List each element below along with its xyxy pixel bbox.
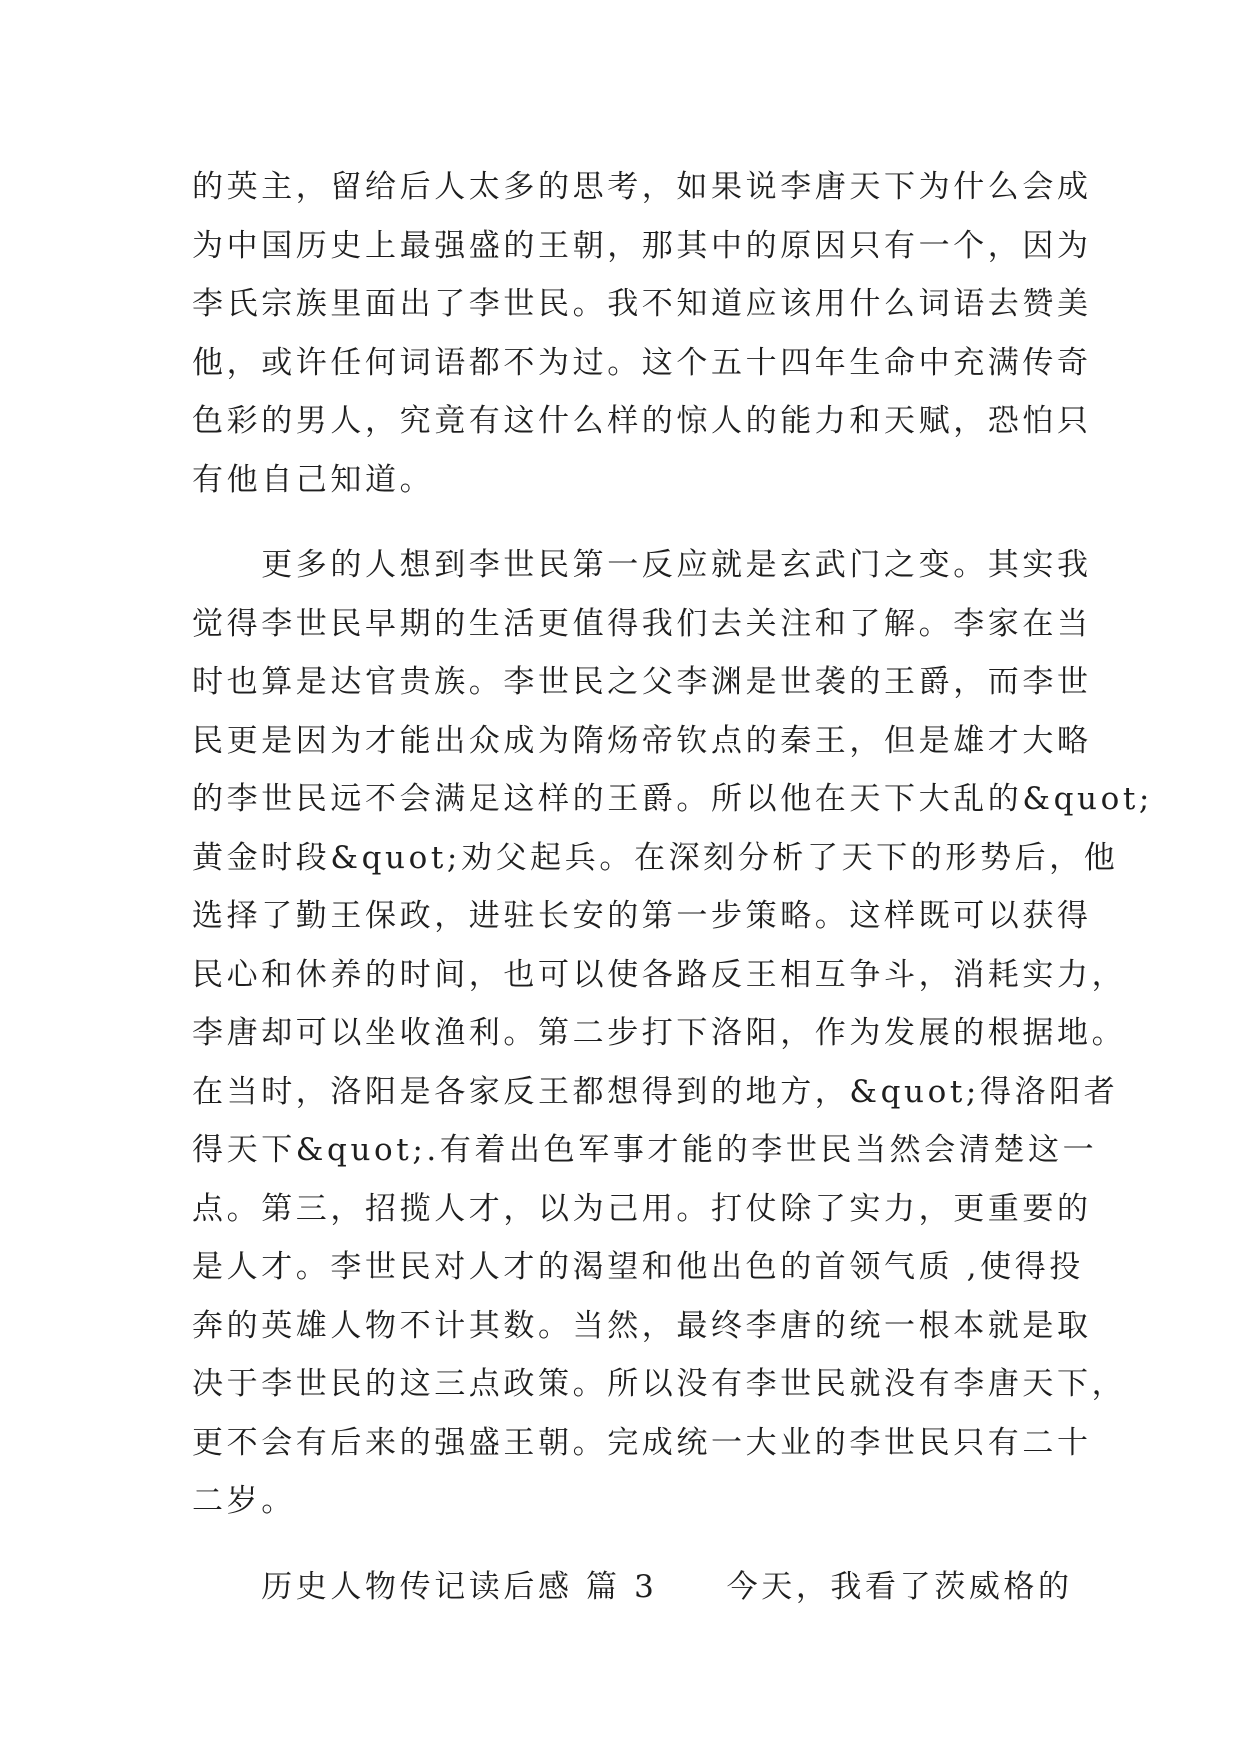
paragraph-spacer (192, 509, 1072, 536)
text-line: 李氏宗族里面出了李世民。我不知道应该用什么词语去赞美 (192, 286, 1092, 322)
text-line: 更多的人想到李世民第一反应就是玄武门之变。其实我 (192, 547, 1092, 583)
text-line: 奔的英雄人物不计其数。当然，最终李唐的统一根本就是取 (192, 1307, 1092, 1344)
paragraph-1 (192, 158, 1092, 509)
text-line: 觉得李世民早期的生活更值得我们去关注和了解。李家在当 (192, 605, 1092, 642)
text-line: 为中国历史上最强盛的王朝，那其中的原因只有一个，因为 (192, 227, 1092, 264)
text-line: 更不会有后来的强盛王朝。完成统一大业的李世民只有二十 (192, 1424, 1092, 1461)
text-line: 黄金时段&quot;劝父起兵。在深刻分析了天下的形势后，他 (192, 839, 1119, 876)
text-line: 得天下&quot;.有着出色军事才能的李世民当然会清楚这一 (192, 1132, 1098, 1168)
text-line: 决于李世民的这三点政策。所以没有李世民就没有李唐天下， (192, 1366, 1127, 1402)
text-line: 点。第三，招揽人才，以为己用。打仗除了实力，更重要的 (192, 1190, 1092, 1227)
text-line: 是人才。李世民对人才的渴望和他出色的首领气质 ,使得投 (192, 1249, 1084, 1285)
paragraph-spacer (192, 1531, 1072, 1558)
text-line: 他，或许任何词语都不为过。这个五十四年生命中充满传奇 (192, 344, 1092, 381)
paragraph-3 (192, 1558, 1072, 1617)
text-line: 二岁。 (192, 1483, 296, 1519)
text-line: 选择了勤王保政，进驻长安的第一步策略。这样既可以获得 (192, 898, 1092, 934)
text-line: 李唐却可以坐收渔利。第二步打下洛阳，作为发展的根据地。 (192, 1015, 1127, 1051)
text-line: 在当时，洛阳是各家反王都想得到的地方，&quot;得洛阳者 (192, 1073, 1119, 1110)
text-line: 民更是因为才能出众成为隋炀帝钦点的秦王，但是雄才大略 (192, 722, 1092, 759)
text-line: 历史人物传记读后感 篇 3 今天，我看了茨威格的 (192, 1568, 1073, 1605)
text-line: 的英主，留给后人太多的思考，如果说李唐天下为什么会成 (192, 169, 1092, 205)
paragraph-2 (192, 536, 1153, 1531)
text-line: 时也算是达官贵族。李世民之父李渊是世袭的王爵，而李世 (192, 664, 1092, 700)
text-line: 的李世民远不会满足这样的王爵。所以他在天下大乱的&quot; (192, 781, 1153, 817)
text-line: 色彩的男人，究竟有这什么样的惊人的能力和天赋，恐怕只 (192, 403, 1092, 439)
document-body (192, 158, 1153, 1616)
text-line: 民心和休养的时间，也可以使各路反王相互争斗，消耗实力， (192, 956, 1127, 993)
text-line: 有他自己知道。 (192, 461, 435, 498)
